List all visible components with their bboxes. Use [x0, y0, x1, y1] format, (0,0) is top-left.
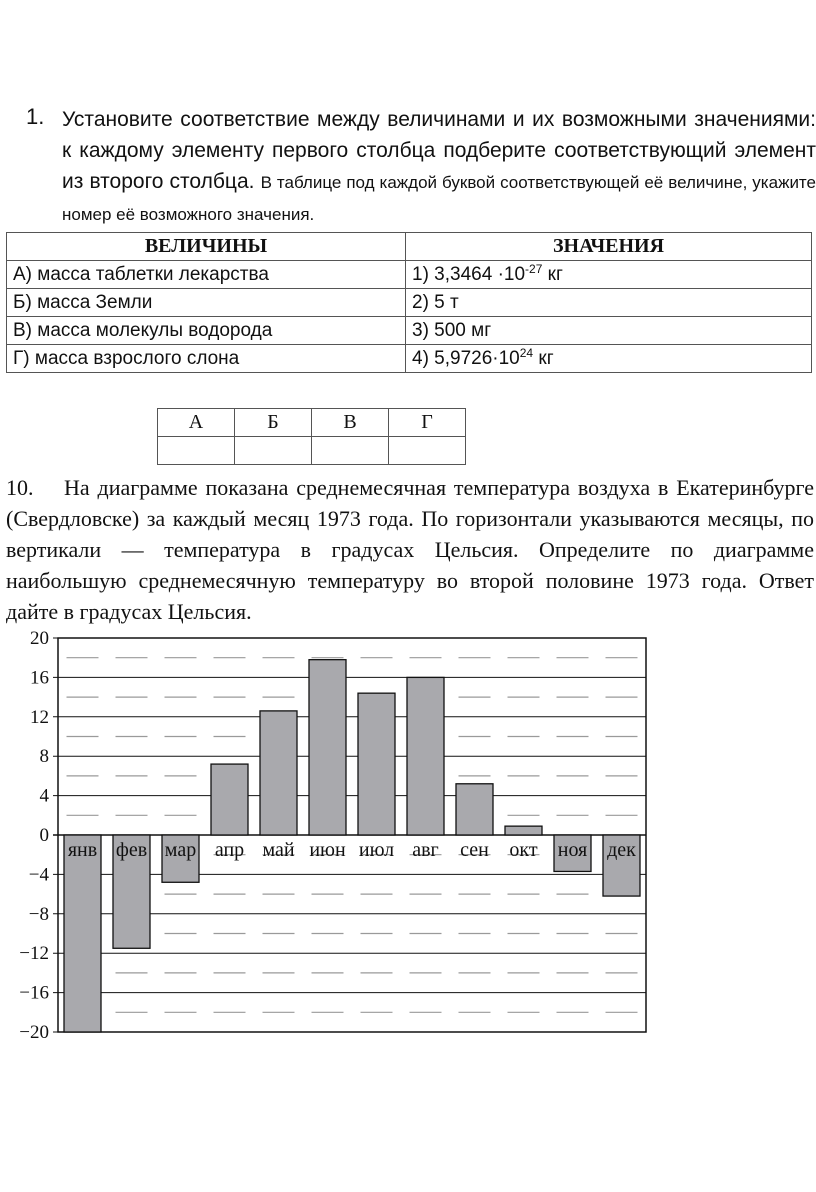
question-1-text-small: В таблице под каждой буквой соответствующей её величине, укажите номер её возможного значения.	[62, 173, 816, 224]
question-10-text: На диаграмме показана среднемесячная температура воздуха в Екатеринбурге (Свердловске) за каждый месяц 1973 года. По горизонтали указываются месяцы, по вертикали — температура в градусах Цельсия. Определите по диаграмме наибольшую среднемесячную температуру во второй половине 1973 года. Ответ дайте в градусах Цельсия.	[6, 475, 814, 624]
answer-table	[157, 408, 466, 465]
y-tick-label: −20	[19, 1022, 49, 1043]
value-cell: 4) $5,9726\cdot 10^{24}$ кг	[406, 345, 812, 373]
x-tick-label: сен	[460, 839, 489, 861]
x-tick-label: июл	[358, 839, 395, 861]
value-cell: 3) 500 мг	[406, 317, 812, 345]
answer-letter: А	[158, 409, 235, 437]
question-1-text	[62, 104, 816, 230]
x-tick-label: мар	[164, 839, 197, 861]
bar-апр	[211, 764, 248, 835]
answer-input-row	[158, 437, 466, 465]
matching-table	[6, 232, 812, 373]
matching-table-header	[7, 233, 812, 261]
x-tick-label: ноя	[557, 839, 588, 861]
value-cell: 2) 5 т	[406, 289, 812, 317]
bar-май	[260, 711, 297, 835]
question-10-number: 10.	[6, 475, 34, 500]
value-cell: 1) $3,3464 \cdot 10^{-27}$ кг	[406, 261, 812, 289]
table-row	[7, 317, 812, 345]
bar-июл	[358, 693, 395, 835]
y-tick-label: 4	[39, 785, 49, 807]
table-row	[7, 261, 812, 289]
quantity-cell: Г) масса взрослого слона	[7, 345, 406, 373]
y-tick-label: −12	[19, 943, 49, 965]
header-values: ЗНАЧЕНИЯ	[406, 233, 812, 261]
question-1	[26, 104, 816, 230]
question-1-text-main: Установите соответствие между величинами и их возможными значениями: к каждому элементу первого столбца подберите соответствующий элемент из второго столбца.	[62, 108, 816, 193]
bar-янв	[64, 835, 101, 1032]
x-tick-label: окт	[509, 839, 538, 861]
answer-cell-a[interactable]	[158, 437, 235, 465]
answer-letters-row	[158, 409, 466, 437]
table-row	[7, 345, 812, 373]
answer-letter: Г	[389, 409, 466, 437]
y-tick-label: −8	[28, 903, 49, 925]
x-tick-label: янв	[67, 839, 98, 861]
x-tick-label: авг	[412, 839, 439, 861]
quantity-cell: Б) масса Земли	[7, 289, 406, 317]
bar-июн	[309, 660, 346, 835]
table-row	[7, 289, 812, 317]
bar-сен	[456, 784, 493, 835]
y-tick-label: −4	[28, 864, 49, 886]
answer-letter: Б	[235, 409, 312, 437]
header-quantities: ВЕЛИЧИНЫ	[7, 233, 406, 261]
x-tick-label: май	[262, 839, 295, 861]
answer-cell-g[interactable]	[389, 437, 466, 465]
x-tick-label: дек	[607, 839, 636, 861]
y-tick-label: 12	[30, 706, 49, 728]
y-tick-label: 16	[30, 667, 49, 689]
x-tick-label: фев	[115, 839, 148, 861]
answer-cell-v[interactable]	[312, 437, 389, 465]
y-tick-label: 20	[30, 628, 49, 649]
y-tick-label: 0	[39, 825, 49, 846]
question-10	[6, 472, 814, 627]
question-1-number: 1.	[26, 104, 45, 129]
y-tick-label: 8	[39, 746, 49, 768]
quantity-cell: В) масса молекулы водорода	[7, 317, 406, 345]
quantity-cell: А) масса таблетки лекарства	[7, 261, 406, 289]
x-tick-label: июн	[309, 839, 346, 861]
x-tick-label: апр	[214, 839, 245, 861]
bar-окт	[505, 826, 542, 835]
y-tick-label: −16	[19, 982, 49, 1004]
temperature-chart	[0, 628, 680, 1048]
bar-авг	[407, 677, 444, 835]
answer-cell-b[interactable]	[235, 437, 312, 465]
answer-letter: В	[312, 409, 389, 437]
